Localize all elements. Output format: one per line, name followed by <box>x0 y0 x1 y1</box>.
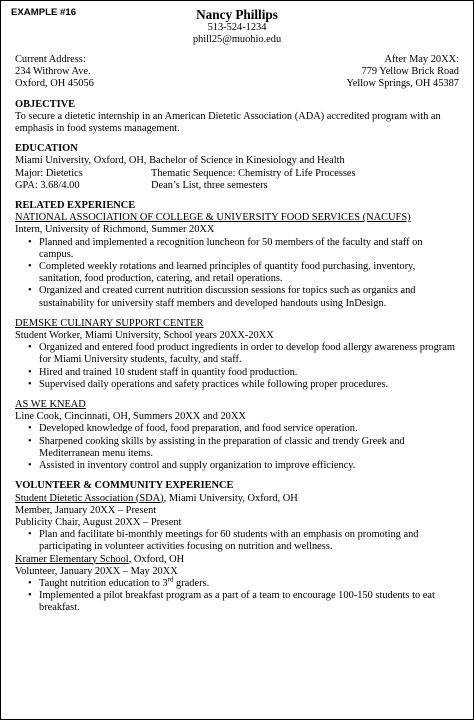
resume-header <box>15 7 459 46</box>
education-row-gpa <box>15 180 459 192</box>
future-address-city: Yellow Springs, OH 45387 <box>346 78 459 90</box>
volunteer-section <box>15 480 459 614</box>
future-address-label: After May 20XX: <box>384 54 459 65</box>
current-address-street: 234 Withrow Ave. <box>15 66 91 78</box>
candidate-name: Nancy Phillips <box>196 7 278 22</box>
org-name: NATIONAL ASSOCIATION OF COLLEGE & UNIVERSITY FOOD SERVICES (NACUFS) <box>15 212 411 224</box>
related-experience-section <box>15 200 459 472</box>
education-major: Major: Dietetics <box>15 167 83 179</box>
org-name: AS WE KNEAD <box>15 399 86 411</box>
bullet-list <box>15 237 459 310</box>
list-item <box>39 575 459 590</box>
experience-nacufs <box>15 212 459 310</box>
kramer-line <box>15 554 459 566</box>
future-address-street: 779 Yellow Brick Road <box>361 66 459 78</box>
related-experience-heading: RELATED EXPERIENCE <box>15 200 136 212</box>
objective-heading: OBJECTIVE <box>15 98 76 110</box>
education-row-major <box>15 168 459 180</box>
current-address-label: Current Address: <box>15 54 86 65</box>
list-item: • Hired and trained 10 student staff in quantity food production. <box>39 367 459 379</box>
list-item: • Plan and facilitate bi-monthly meetings for 60 students with an emphasis on promoting and participating in volunteer activities focusing on nutrition and wellness. <box>39 529 459 553</box>
list-item: • Supervised daily operations and safety practices while following proper procedures. <box>39 379 459 391</box>
list-item: • Assisted in inventory control and supply organization to improve efficiency. <box>39 460 459 472</box>
list-item: • Implemented a pilot breakfast program as a part of a team to encourage 100-150 students to eat breakfast. <box>39 590 459 614</box>
list-item: • Organized and created current nutrition discussion sessions for topics such as organics and sustainability for university staff members and developed handouts using InDesign. <box>39 285 459 309</box>
email-address[interactable]: phill25@muohio.edu <box>192 34 282 45</box>
list-item: • Sharpened cooking skills by assisting in the preparation of classic and trendy Greek and Mediterranean menu items. <box>39 436 459 460</box>
education-heading: EDUCATION <box>15 143 78 155</box>
bullet-list <box>15 342 459 391</box>
bullet-list <box>15 423 459 472</box>
education-thematic: Thematic Sequence: Chemistry of Life Processes <box>151 167 356 179</box>
ordinal-suffix: rd <box>167 575 174 584</box>
list-item: • Completed weekly rotations and learned principles of quantity food purchasing, inventory, sanitation, food production, catering, and retail operations. <box>39 261 459 285</box>
list-item: • Organized and entered food product ingredients in order to develop food allergy awareness program for Miami University students, faculty, and staff. <box>39 342 459 366</box>
current-address <box>15 54 94 91</box>
kramer-bullet-text: Taught nutrition education to 3 <box>39 577 168 589</box>
education-gpa: GPA: 3.68/4.00 <box>15 179 80 191</box>
education-school: Miami University, Oxford, OH, Bachelor of Science in Kinesiology and Health <box>15 155 345 167</box>
sda-org-name: Student Dietetic Association (SDA) <box>15 492 164 504</box>
kramer-role: Volunteer, January 20XX – May 20XX <box>15 565 178 577</box>
current-address-city: Oxford, OH 45056 <box>15 78 94 90</box>
experience-as-we-knead <box>15 399 459 472</box>
list-item: • Planned and implemented a recognition luncheon for 50 members of the faculty and staff on campus. <box>39 237 459 261</box>
role-line: Line Cook, Cincinnati, OH, Summers 20XX and 20XX <box>15 411 246 423</box>
example-label: EXAMPLE #16 <box>11 7 77 18</box>
volunteer-heading: VOLUNTEER & COMMUNITY EXPERIENCE <box>15 480 234 492</box>
experience-demske <box>15 318 459 391</box>
list-item: • Developed knowledge of food, food preparation, and food service operation. <box>39 423 459 435</box>
address-block <box>15 54 459 91</box>
role-line: Student Worker, Miami University, School years 20XX-20XX <box>15 330 274 342</box>
education-deans-list: Dean’s List, three semesters <box>151 179 268 191</box>
kramer-location: , Oxford, OH <box>128 553 185 565</box>
sda-location: , Miami University, Oxford, OH <box>163 492 298 504</box>
education-section <box>15 143 459 192</box>
future-address <box>346 54 459 91</box>
sda-chair-role: Publicity Chair, August 20XX – Present <box>15 516 182 528</box>
sda-member-role: Member, January 20XX – Present <box>15 504 157 516</box>
sda-line <box>15 493 459 505</box>
bullet-list <box>15 529 459 553</box>
kramer-org-name: Kramer Elementary School <box>15 553 129 565</box>
phone-number: 513-524-1234 <box>207 22 267 33</box>
objective-section <box>15 99 459 136</box>
org-name: DEMSKE CULINARY SUPPORT CENTER <box>15 317 204 329</box>
objective-text: To secure a dietetic internship in an American Dietetic Association (ADA) accredited program with an emphasis in food systems management. <box>15 110 441 135</box>
bullet-list <box>15 575 459 615</box>
role-line: Intern, University of Richmond, Summer 20XX <box>15 224 215 236</box>
kramer-bullet-end: graders. <box>173 577 210 589</box>
